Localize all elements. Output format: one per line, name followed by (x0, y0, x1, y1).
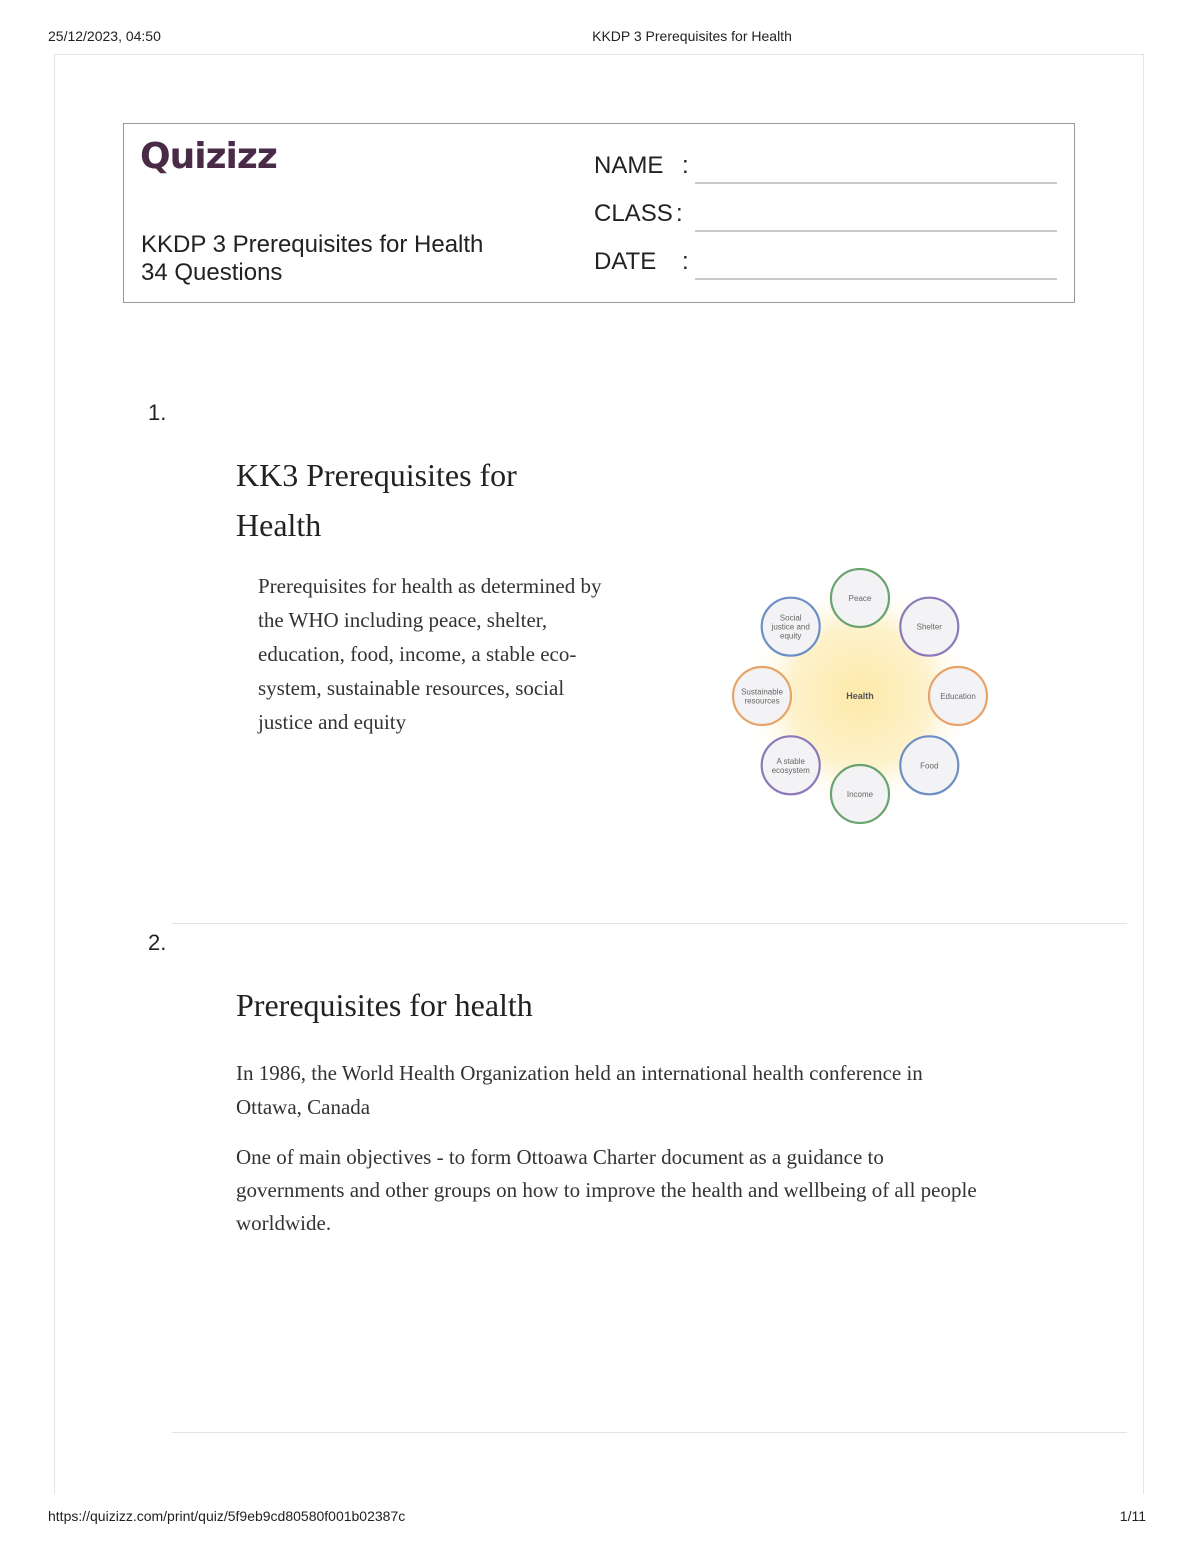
question-number: 1. (148, 400, 167, 425)
prerequisites-diagram (715, 568, 1005, 826)
question-count: 34 Questions (141, 259, 283, 286)
date-label: DATE (594, 248, 657, 275)
diagram-node-label: resources (744, 696, 780, 706)
paragraph-line: Ottawa, Canada (236, 1095, 371, 1119)
paragraph-line: governments and other groups on how to improve the health and wellbeing of all people (236, 1178, 977, 1202)
body-line: Prerequisites for health as determined by (258, 574, 602, 598)
class-label: CLASS (594, 200, 673, 227)
diagram-node-label: justice and (771, 622, 810, 632)
diagram-node-label: Social (779, 613, 802, 623)
question-body (258, 569, 601, 739)
paragraph-line: In 1986, the World Health Organization held an international health conference in (236, 1061, 923, 1085)
class-colon: : (676, 200, 683, 227)
body-line: the WHO including peace, shelter, (258, 608, 548, 632)
quizizz-logo: Quizizz (140, 136, 277, 177)
diagram-node-label: Education (940, 692, 976, 701)
question-heading: Prerequisites for health (236, 987, 533, 1023)
print-timestamp: 25/12/2023, 04:50 (48, 28, 161, 44)
page-number: 1/11 (1119, 1508, 1146, 1524)
paragraph (236, 1141, 977, 1240)
diagram-node (831, 765, 889, 823)
worksheet-header (123, 123, 1075, 303)
diagram-node (762, 598, 820, 656)
question-heading (236, 450, 517, 550)
question-divider (172, 1432, 1127, 1433)
body-line: justice and equity (258, 710, 407, 734)
diagram-node-label: equity (780, 631, 802, 641)
diagram-node-label: ecosystem (771, 765, 810, 775)
body-line: education, food, income, a stable eco- (258, 642, 577, 666)
diagram-node (900, 598, 958, 656)
diagram-node (733, 667, 791, 725)
print-page-title: KKDP 3 Prerequisites for Health (592, 28, 792, 44)
paragraph-line: One of main objectives - to form Ottoawa Charter document as a guidance to (236, 1145, 884, 1169)
date-colon: : (682, 248, 689, 275)
body-line: system, sustainable resources, social (258, 676, 565, 700)
class-line[interactable] (695, 230, 1057, 232)
date-line[interactable] (695, 278, 1057, 280)
diagram-node-label: Shelter (916, 622, 942, 632)
diagram-node (762, 736, 820, 794)
diagram-node (900, 736, 958, 794)
diagram-node-label: Sustainable (741, 687, 783, 697)
paragraph-line: worldwide. (236, 1211, 332, 1235)
diagram-node-label: A stable (776, 756, 805, 766)
heading-line: Health (236, 507, 322, 543)
diagram-node (929, 667, 987, 725)
quiz-title: KKDP 3 Prerequisites for Health (141, 231, 484, 258)
diagram-node (831, 569, 889, 627)
paragraph (236, 1056, 923, 1124)
diagram-node-label: Peace (848, 594, 872, 603)
diagram-center-label: Health (846, 691, 874, 701)
name-label: NAME (594, 152, 664, 179)
question-number: 2. (148, 930, 167, 955)
name-colon: : (682, 152, 689, 179)
diagram-node-label: Income (846, 790, 874, 799)
heading-line: KK3 Prerequisites for (236, 457, 517, 493)
name-line[interactable] (695, 182, 1057, 184)
question-divider (172, 923, 1127, 924)
diagram-node-label: Food (920, 761, 939, 771)
print-url: https://quizizz.com/print/quiz/5f9eb9cd80580f001b02387c (48, 1508, 406, 1524)
